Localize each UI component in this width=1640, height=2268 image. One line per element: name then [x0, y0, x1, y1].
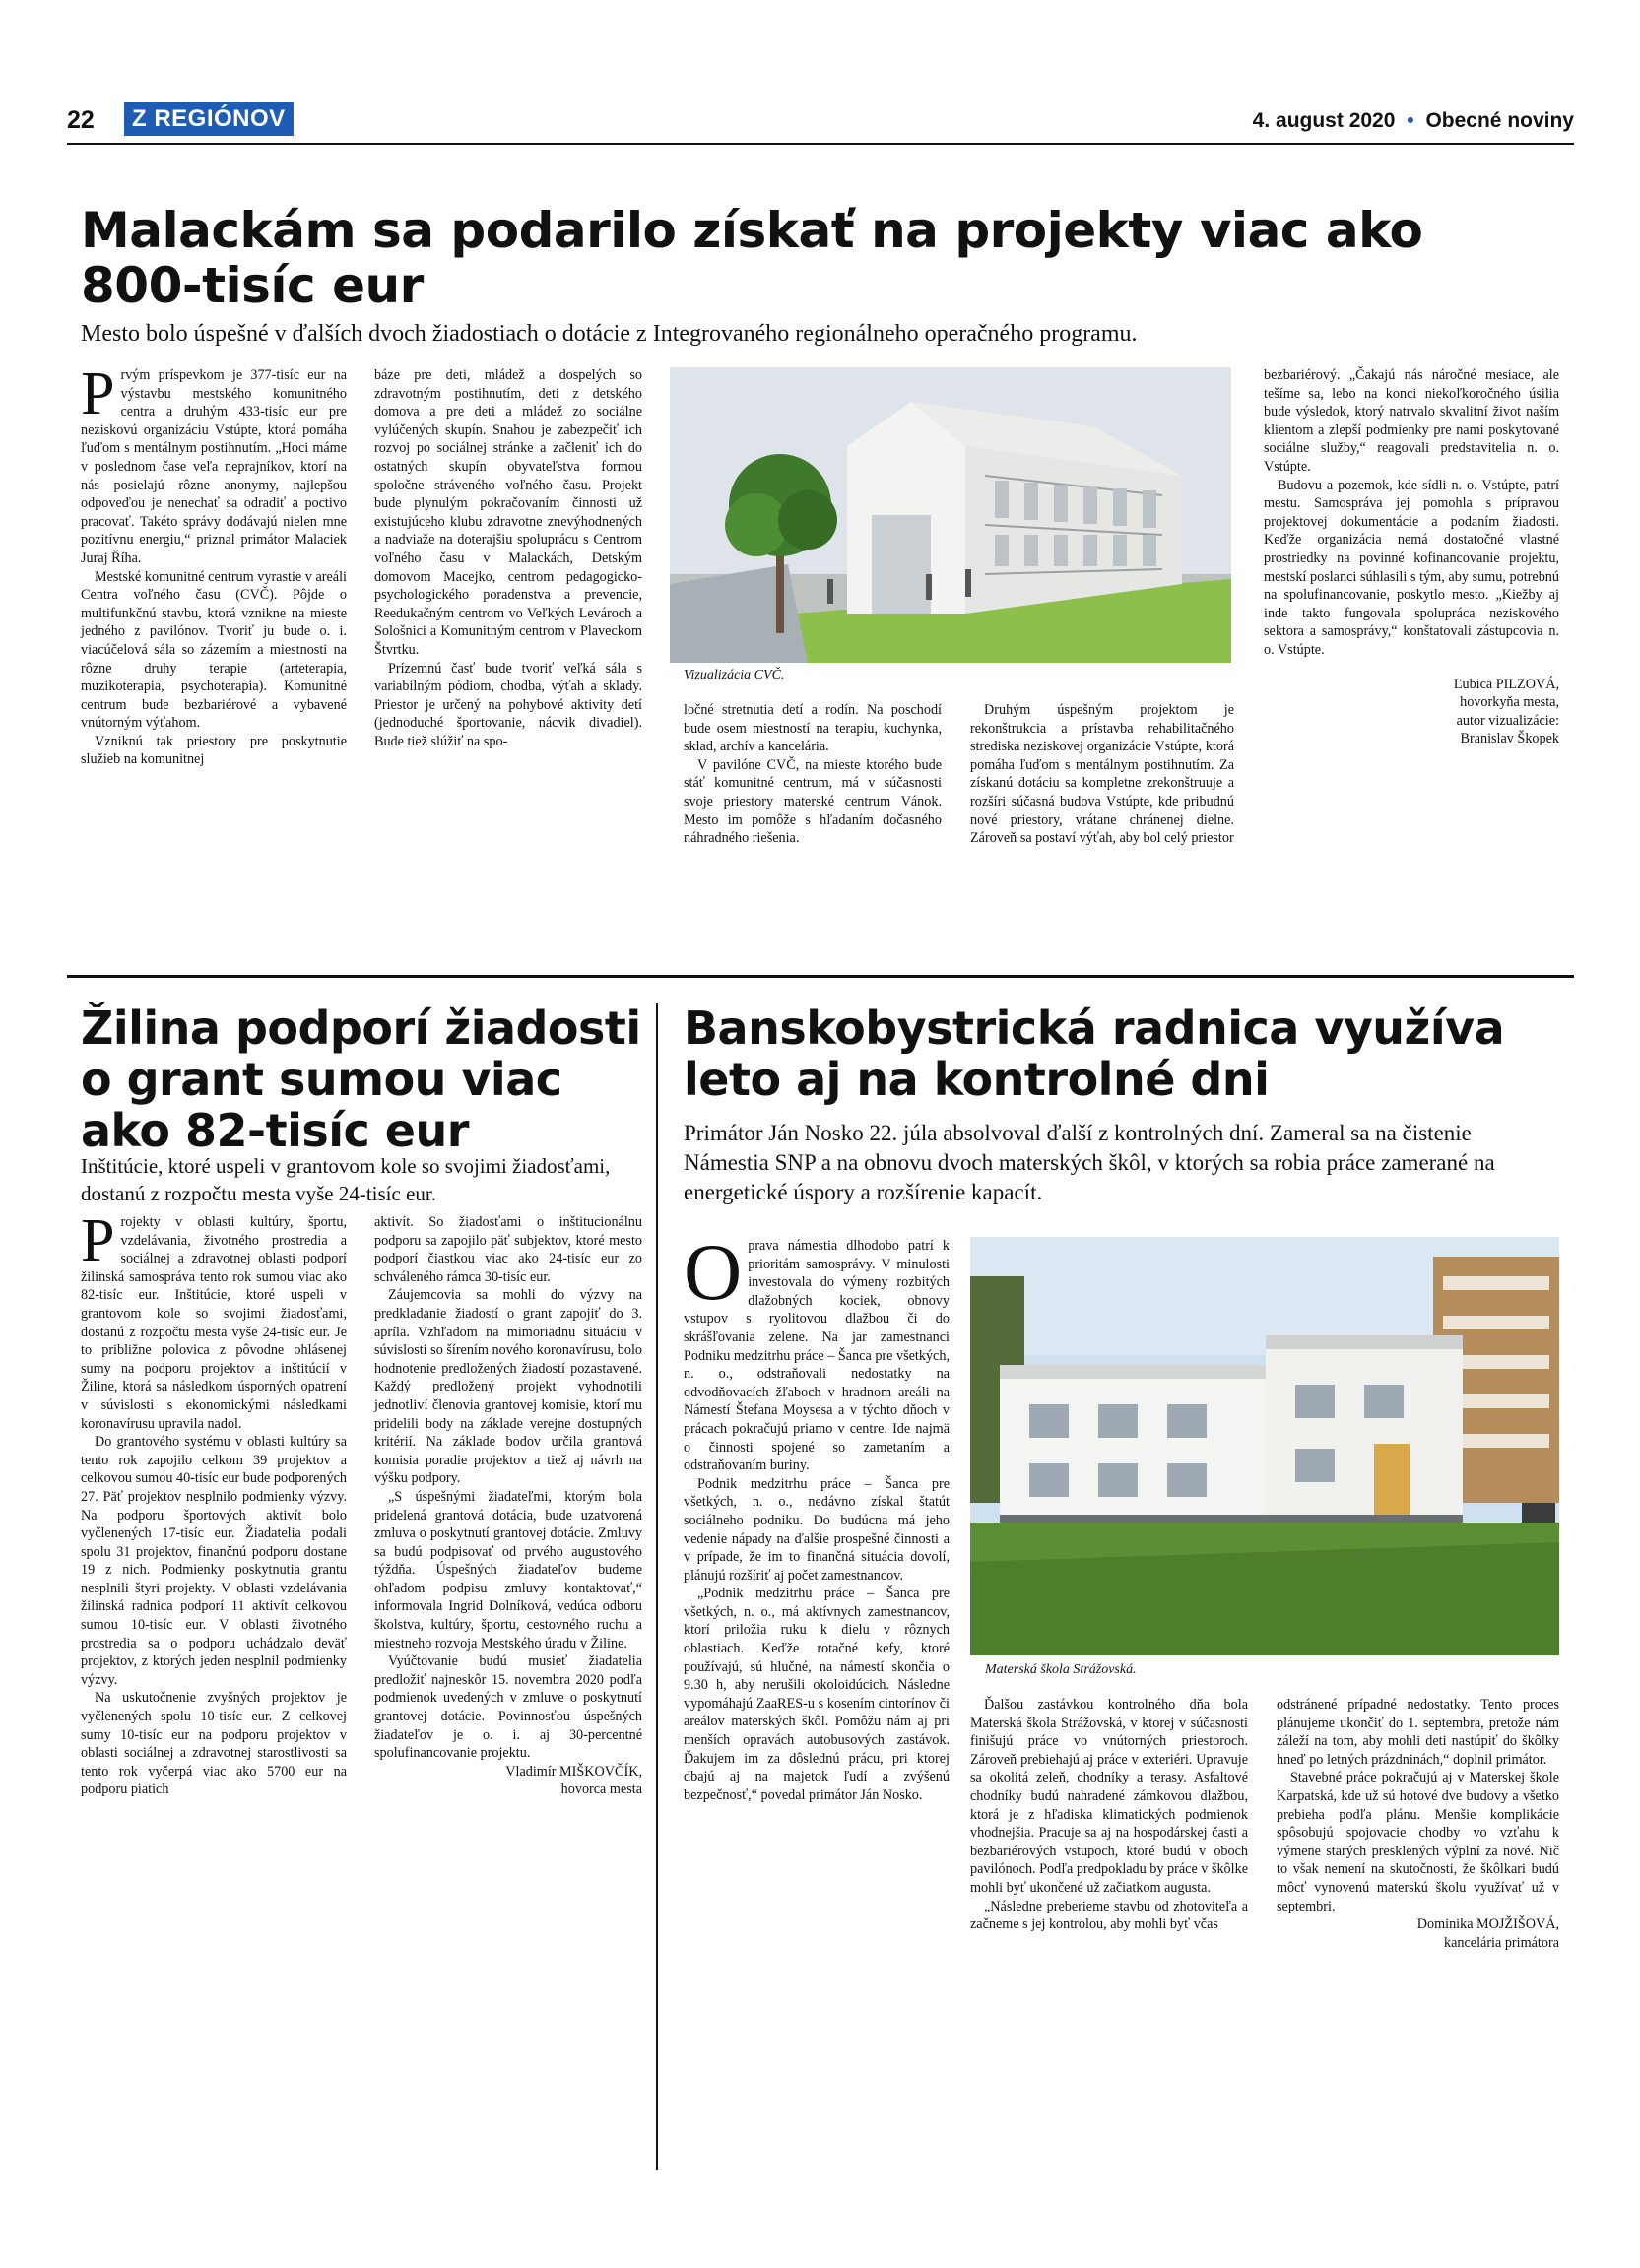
header-rule: [67, 143, 1574, 145]
article-title: Žilina podporí žiadosti o grant sumou viac ako 82-tisíc eur: [81, 1002, 641, 1157]
drop-cap: P: [81, 360, 115, 427]
bullet: •: [1407, 109, 1414, 132]
article-title: Banskobystrická radnica využíva leto aj na kontrolné dni: [684, 1002, 1505, 1106]
page-header: [67, 102, 1574, 142]
article-title: Malackám sa podarilo získať na projekty viac ako 800-tisíc eur: [81, 202, 1423, 314]
article-column: bezbariérový. „Čakajú nás náročné mesiace, ale tešíme sa, lebo na konci niekoľkoročného úsilia bude výsledok, ktorý natrvalo skvalitní život naším klientom a zlepší podmienky pre nami poskytované sociálne služby,“ reagovali predstavitelia n. o. Vstúpte. Budovu a pozemok, kde sídli n. o. Vstúpte, patrí mestu. Samospráva jej pomohla s prípravou projektovej dokumentácie a podaním žiadosti. Keďže organizácia nemá dostatočné vlastné prostriedky na povinné kofinancovanie projektu, mestskí poslanci súhlasili s tým, aby sumu, potrebnú na spolufinancovanie, poskytlo mesto. „Kiežby aj inde takto fungovala spolupráca neziskového sektora a samosprávy,“ konštatovali zástupcovia n. o. Vstúpte. Ľubica PILZOVÁ, hovorkyňa mesta, autor vizualizácie: Branislav Škopek: [1264, 367, 1559, 747]
author-signature: Dominika MOJŽIŠOVÁ, kancelária primátora: [1416, 1916, 1559, 1951]
article-column: odstránené prípadné nedostatky. Tento proces plánujeme ukončiť do 1. septembra, pretože nám záleží na tom, aby mohli deti nastúpiť do škôlky hneď po letných prázdninách,“ doplnil primátor. Stavebné práce pokračujú aj v Materskej škole Karpatská, kde už sú hotové dve budovy a všetko prebieha podľa plánu. Menšie komplikácie spôsobujú spojovacie chodby vo vzťahu k výmene starých presklených výplní za nové. Nič to však nemení na skutočnosti, že škôlkari budú môcť vynovenú materskú školu využívať už v septembri. Dominika MOJŽIŠOVÁ, kancelária primátora: [1277, 1697, 1559, 1951]
article-lead: Mesto bolo úspešné v ďalších dvoch žiadostiach o dotácie z Integrovaného regionálneho operačného programu.: [81, 321, 1138, 347]
drop-cap: P: [81, 1207, 115, 1274]
section-divider: [67, 975, 1574, 978]
article-lead: Inštitúcie, ktoré uspeli v grantovom kole so svojimi žiadosťami, dostanú z rozpočtu mesta vyše 24-tisíc eur.: [81, 1154, 611, 1205]
column-divider: [656, 1003, 658, 2170]
article-column: ločné stretnutia detí a rodín. Na poschodí bude osem miestností na terapiu, kuchynka, sklad, archív a kancelária. V pavilóne CVČ, na mieste ktorého bude stáť komunitné centrum, má v súčasnosti svoje priestory materské centrum Vánok. Mesto im pomôže s hľadaním dočasného náhradného riešenia.: [684, 702, 942, 847]
article-column: Projekty v oblasti kultúry, športu, vzdelávania, životného prostredia a sociálnej a zdravotnej oblasti podporí žilinská samospráva tento rok sumou viac ako 82-tisíc eur. Inštitúcie, ktoré uspeli v grantovom kole so svojimi žiadosťami, dostanú z rozpočtu mesta vyše 24-tisíc eur. Je to približne polovica z pôvodne ohlásenej sumy na podporu projektov a inštitúcií v Žiline, ktorá sa následkom úsporných opatrení v súvislosti s ekonomickými následkami koronavírusu upravila nadol. Do grantového systému v oblasti kultúry sa tento rok zapojilo celkom 39 projektov a celkovou sumou 40-tisíc eur bude podporených 27. Päť projektov nesplnilo podmienky výzvy. Na podporu športových aktivít bolo vyčlenených 17-tisíc eur. Žiadatelia podali spolu 31 projektov, finančnú podporu dostane 19 z nich. Podmienky poskytnutia grantu nesplnili štyri projekty. V oblasti vzdelávania žilinská radnica podporí 11 aktivít celkovou sumou 10-tisíc eur. V oblasti životného prostredia sa o podporu uchádzalo deväť projektov, z ktorých jeden nesplnil podmienky výzvy. Na uskutočnenie zvyšných projektov je vyčlenených spolu 10-tisíc eur. Z celkovej sumy 10-tisíc eur na podporu projektov v oblasti sociálnej a zdravotnej starostlivosti sa tento rok vyčerpá viac ako 5700 eur na podporu piatich: [81, 1207, 347, 1798]
kindergarten-photo: [970, 1237, 1559, 1655]
publication-name: Obecné noviny: [1425, 109, 1574, 132]
image-caption: Vizualizácia CVČ.: [684, 668, 785, 682]
article-column: aktivít. So žiadosťami o inštitucionálnu podporu sa zapojilo päť subjektov, ktoré mesto podporí čiastkou viac ako 24-tisíc eur zo schváleného rámca 30-tisíc eur. Záujemcovia sa mohli do výzvy na predkladanie žiadostí o grant zapojiť do 3. apríla. Vzhľadom na mimoriadnu situáciu v súvislosti so šírením nového koronavírusu, bolo hodnotenie predložených žiadostí pozastavené. Každý predložený projekt vyhodnotili jednotliví členovia grantovej komisie, ktorí mu pridelili body na základe verejne dostupných kritérií. Na základe bodov určila grantová komisia poradie projektov a tiež aj návrh na výšku podpory. „S úspešnými žiadateľmi, ktorým bola pridelená grantová dotácia, bude uzatvorená zmluva o poskytnutí grantovej dotácie. Zmluvy sa budú podpisovať od prvého augustového týždňa. Úspešných žiadateľov budeme ohľadom podpisu zmluvy kontaktovať,“ informovala Ingrid Dolníková, vedúca odboru školstva, kultúry, športu, cestovného ruchu a miestneho rozvoja Mestského úradu v Žiline. Vyúčtovanie budú musieť žiadatelia predložiť najneskôr 15. novembra 2020 podľa podmienok uvedených v zmluve o poskytnutí grantovej dotácie. Povinnosťou úspešných žiadateľov je o. i. aj 30-percentné spolufinancovanie projektu. Vladimír MIŠKOVČÍK, hovorca mesta: [374, 1214, 642, 1798]
drop-cap: O: [684, 1227, 743, 1317]
section-badge: Z REGIÓNOV: [124, 102, 294, 136]
article-column: Prvým príspevkom je 377-tisíc eur na výstavbu mestského komunitného centra a druhým 433-tisíc eur pre neziskovú organizáciu Vstúpte, ktorá pomáha ľuďom s mentálnym postihnutím. „Hoci máme v poslednom čase veľa neprajníkov, ktorí na nás posielajú rôzne anonymy, najlepšou odpoveďou je nenechať sa odradiť a poctivo pracovať. Takéto správy dodávajú nielen mne pozitívnu energiu,“ priznal primátor Malaciek Juraj Říha. Mestské komunitné centrum vyrastie v areáli Centra voľného času (CVČ). Pôjde o multifunkčnú stavbu, ktorá vznikne na mieste jedného z pavilónov. Tvoriť ju bude o. i. viacúčelová sála so zázemím a miestnosti na rôzne druhy terapie (arteterapia, muzikoterapia, psychoterapia). Komunitné centrum bude bezbariérové a vybavené vnútorným výťahom. Vzniknú tak priestory pre poskytnutie služieb na komunitnej: [81, 360, 347, 768]
issue-date: 4. august 2020: [1252, 109, 1396, 132]
article-column: báze pre deti, mládež a dospelých so zdravotným postihnutím, deti z detského domova a pre deti a mládež zo sociálne vylúčených skupín. Snahou je zabezpečiť ich rozvoj po sociálnej stránke a začleniť ich do ostatných skupín obyvateľstva formou spoločne stráveného voľného času. Projekt bude plynulým pokračovaním činnosti už existujúceho klubu zdravotne znevýhodnených a nadviaže na doterajšiu spoluprácu s Centrom voľného času v Malackách, Detským domovom Macejko, centrom pedagogicko-psychologického poradenstva a prevencie, Reedukačným centrom vo Veľkých Levároch a Sološnici a Komunitným centrom v Plaveckom Štvrtku. Prízemnú časť bude tvoriť veľká sála s variabilným pódiom, chodba, výťah a sklady. Priestor je určený na pohybové aktivity detí (jednoduché športovanie, nácvik divadiel). Bude tiež slúžiť na spo-: [374, 367, 642, 749]
page-number: 22: [67, 106, 95, 134]
building-visualization-image: [670, 367, 1231, 663]
article-column: Oprava námestia dlhodobo patrí k prioritám samosprávy. V minulosti investovala do výmeny rozbitých dlažobných kociek, obnovy vstupov s ryolitovou dlažbou či do skrášľovania zelene. Na jar zamestnanci Podniku medzitrhu práce – Šanca pre všetkých, n. o., odstraňovali nedostatky na odvodňovacích žľaboch v hradnom areáli na Námestí Štefana Moysesa a v týchto dňoch v prácach pokračujú priamo v centre. Ide najmä o činnosti spojené so zametaním a odstraňovaním buriny. Podnik medzitrhu práce – Šanca pre všetkých, n. o., nedávno získal štatút sociálneho podniku. Do budúcna má jeho vedenie nápady na ďalšie prospešné činnosti a v prípade, že im to finančná situácia dovolí, plánujú rozšíriť aj počet zamestnancov. „Podnik medzitrhu práce – Šanca pre všetkých, n. o., má aktívnych zamestnancov, ktorí priložia ruku k dielu v rôznych oblastiach. Keďže rotačné kefy, ktoré používajú, sú hlučné, na námestí skončia o 9.30 h, aby nerušili okoloidúcich. Následne vypomáhajú ZaaRES-u s kosením cintorínov či areálov materských škôl. Pomôžu nám aj pri menších opravách autobusových zastávok. Ďakujem im za dôslednú prácu, pri ktorej dbajú aj na majetok ľudí a zvýšenú bezpečnosť,“ povedal primátor Ján Nosko.: [684, 1227, 950, 1803]
article-lead: Primátor Ján Nosko 22. júla absolvoval ďalší z kontrolných dní. Zameral sa na čistenie Námestia SNP a na obnovu dvoch materských škôl, v ktorých sa robia práce zamerané na energetické úspory a rozšírenie kapacít.: [684, 1121, 1495, 1204]
issue-info: [1253, 109, 1574, 133]
article-column: Druhým úspešným projektom je rekonštrukcia a prístavba rehabilitačného strediska neziskovej organizácie Vstúpte, ktorá pomáha ľuďom s mentálnym postihnutím. Za získanú dotáciu sa kompletne zrekonštruuje a rozšíri súčasná budova Vstúpte, kde pribudnú nové priestory, vrátane chránenej dielne. Zároveň sa postaví výťah, aby bol celý priestor: [970, 702, 1234, 847]
image-caption: Materská škola Strážovská.: [985, 1662, 1137, 1677]
article-column: Ďalšou zastávkou kontrolného dňa bola Materská škola Strážovská, v ktorej v súčasnosti finišujú práce vo vnútorných priestoroch. Zároveň prebiehajú aj práce v exteriéri. Upravuje sa okolitá zeleň, chodníky a terasy. Asfaltové chodníky budú nahradené zámkovou dlažbou, ktorá je z hľadiska klimatických podmienok vhodnejšia. Pracuje sa aj na hospodárskej časti a bezbariérových vstupoch, ktoré budú v oboch pavilónoch. Podľa predpokladu by práce v škôlke mohli byť ukončené už začiatkom augusta. „Následne preberieme stavbu od zhotoviteľa a začneme s jej kontrolou, aby mohli byť včas: [970, 1697, 1248, 1933]
author-signature: Vladimír MIŠKOVČÍK, hovorca mesta: [505, 1763, 642, 1798]
author-signature: Ľubica PILZOVÁ, hovorkyňa mesta, autor vizualizácie: Branislav Škopek: [1453, 676, 1559, 747]
